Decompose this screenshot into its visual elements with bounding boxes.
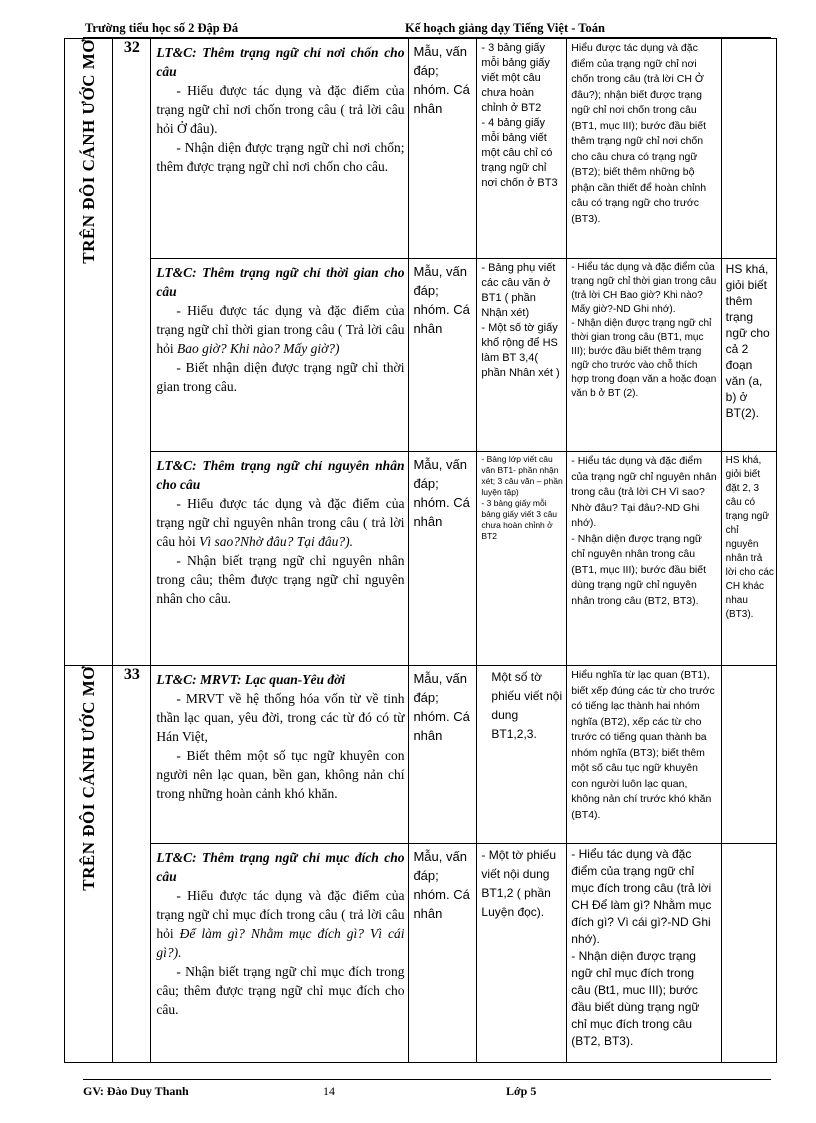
equipment-cell	[477, 39, 567, 259]
table-row	[65, 844, 777, 1063]
lesson-text: - Hiểu được tác dụng và đặc điểm của trạng ngữ chỉ nguyên nhân trong câu ( trả lời câu hỏi	[156, 496, 405, 549]
lesson-text: - MRVT về hệ thống hóa vốn từ về tinh thần lạc quan, yêu đời, trong các từ đó có từ Hán Việt,	[156, 691, 405, 744]
lesson-text: - Hiểu được tác dụng và đặc điểm của trạng ngữ chỉ thời gian trong câu ( Trả lời câu hỏi	[156, 303, 405, 356]
week-number: 33	[123, 666, 140, 683]
method-text: Mẫu, vấn đáp; nhóm. Cá nhân	[413, 457, 470, 529]
school-name: Trường tiểu học số 2 Đập Đá	[85, 21, 239, 35]
table-row	[65, 39, 777, 259]
teacher-name: GV: Đào Duy Thanh	[83, 1084, 189, 1098]
theme-cell	[65, 39, 113, 666]
lesson-text: - Biết nhận diện được trạng ngữ chỉ thời gian trong câu.	[156, 360, 405, 394]
week-number: 32	[123, 39, 140, 56]
objective-text: - Hiểu tác dụng và đặc điểm của trạng ngữ chỉ mục đích trong câu (trả lời CH Để làm gì? Nhằm mục đích gì? Vì cái gì?-ND Ghi nhớ). - Nhận diện được trạng ngữ chỉ mục đích trong câu (Bt1, muc III); bước đầu biết dùng trạng ngữ chỉ mục đích trong câu (BT2, BT3).	[571, 847, 712, 1048]
method-cell	[409, 666, 477, 844]
method-text: Mẫu, vấn đáp; nhóm. Cá nhân	[413, 849, 470, 921]
lesson-text: - Nhận biết trạng ngữ chỉ mục đích trong câu; thêm được trạng ngữ chỉ mục đích cho câu.	[156, 964, 405, 1017]
table-row	[65, 259, 777, 452]
method-cell	[409, 39, 477, 259]
lesson-text: - Hiểu được tác dụng và đặc điểm của trạng ngữ chỉ nơi chốn trong câu ( trả lời câu hỏi Ở đâu).	[156, 83, 405, 136]
equipment-cell	[477, 844, 567, 1063]
lesson-title: LT&C: MRVT: Lạc quan-Yêu đời	[156, 672, 346, 687]
lesson-title: LT&C: Thêm trạng ngữ chỉ nguyên nhân cho câu	[156, 458, 405, 492]
equipment-text: - Bảng phụ viết các câu văn ở BT1 ( phần Nhận xét) - Một số tờ giấy khổ rộng để HS làm BT 3,4( phần Nhân xét )	[481, 262, 560, 379]
note-cell	[721, 844, 776, 1063]
page-header	[83, 19, 771, 38]
equipment-cell	[477, 452, 567, 666]
plan-title: Kế hoạch giảng dạy Tiếng Việt - Toán	[405, 21, 605, 35]
table-row	[65, 666, 777, 844]
objective-text: Hiểu nghĩa từ lạc quan (BT1), biết xếp đúng các từ cho trước có tiếng lạc thành hai nhóm nghĩa (BT2), xếp các từ cho trước có tiếng quan thành ba nhóm nghĩa (BT3); biết thêm một số câu tục ngữ khuyên con người luôn lạc quan, không nản chí trước khó khăn (BT4).	[571, 669, 715, 821]
objective-cell	[567, 666, 721, 844]
lesson-text: - Biết thêm một số tục ngữ khuyên con người nên lạc quan, bền gan, không nản chí trong những hoàn cảnh khó khăn.	[156, 748, 405, 801]
note-cell	[721, 452, 776, 666]
objective-text: Hiểu được tác dụng và đặc điểm của trạng ngữ chỉ nơi chốn trong câu (trả lời CH Ở đâu?); nhận biết được trạng ngữ chỉ nơi chốn trong câu (BT1, mục III); bước đầu biết thêm trạng ngữ chỉ nơi chốn cho câu chưa có trạng ngữ (BT2); biết thêm những bộ phận cần thiết để hoàn chỉnh câu có trạng ngữ cho trước (BT3).	[571, 42, 707, 225]
equipment-text: - Một tờ phiếu viết nội dung BT1,2 ( phần Luyện đọc).	[481, 848, 556, 919]
note-cell	[721, 259, 776, 452]
objective-text: - Hiểu tác dụng và đặc điểm của trạng ngữ chỉ thời gian trong câu (trả lời CH Bao giờ? Khi nào? Mấy giờ?-ND Ghi nhớ). - Nhận diện được trạng ngữ chỉ thời gian trong câu (BT1, mục III); bước đầu biết thêm trạng ngữ cho trước vào chỗ thích hợp trong đoạn văn a hoặc đoạn văn b ở BT (2).	[571, 262, 717, 399]
note-text	[722, 844, 776, 846]
equipment-cell	[477, 259, 567, 452]
lesson-title: LT&C: Thêm trạng ngữ chỉ mục đích cho câu	[156, 850, 405, 884]
note-text	[722, 666, 776, 668]
page-footer	[83, 1079, 771, 1102]
lesson-question: Để làm gì? Nhằm mục đích gì? Vì cái gì?).	[156, 926, 405, 960]
lesson-plan-table	[64, 38, 777, 1063]
lesson-text: - Nhận biết trạng ngữ chỉ nguyên nhân trong câu; thêm được trạng ngữ chỉ nguyên nhân cho câu.	[156, 553, 405, 606]
theme-cell	[65, 666, 113, 1063]
equipment-cell	[477, 666, 567, 844]
table-row	[65, 452, 777, 666]
lesson-title: LT&C: Thêm trạng ngữ chỉ thời gian cho câu	[156, 265, 405, 299]
method-text: Mẫu, vấn đáp; nhóm. Cá nhân	[413, 44, 470, 116]
equipment-text: Một số tờ phiếu viết nội dung BT1,2,3.	[491, 670, 563, 741]
lesson-question: Vì sao?Nhờ đâu? Tại đâu?).	[199, 534, 353, 549]
note-cell	[721, 666, 776, 844]
objective-cell	[567, 259, 721, 452]
objective-cell	[567, 39, 721, 259]
equipment-text: - 3 bảng giấy mỗi bảng giấy viết một câu chưa hoàn chỉnh ở BT2 - 4 bảng giấy mỗi bảng viết một câu chỉ có trạng ngữ chỉ nơi chốn ở BT3	[481, 42, 558, 189]
lesson-text: - Hiểu được tác dụng và đặc điểm của trạng ngữ chỉ mục đích trong câu ( trả lời câu hỏi	[156, 888, 405, 941]
equipment-text: - Bảng lớp viết câu văn BT1- phần nhận xét; 3 câu văn – phần luyện tập) - 3 bảng giấy mỗi bảng giấy viết 3 câu chưa hoàn chỉnh ở BT2	[481, 454, 563, 541]
lesson-cell	[151, 452, 409, 666]
lesson-title: LT&C: Thêm trạng ngữ chỉ nơi chốn cho câu	[156, 45, 405, 79]
lesson-text: - Nhận diện được trạng ngữ chỉ nơi chốn; thêm được trạng ngữ chỉ nơi chốn cho câu.	[156, 140, 405, 174]
objective-cell	[567, 844, 721, 1063]
method-text: Mẫu, vấn đáp; nhóm. Cá nhân	[413, 671, 470, 743]
page-number: 14	[323, 1084, 335, 1098]
note-text: HS khá, giỏi biết đặt 2, 3 câu có trạng ngữ chỉ nguyên nhân trả lời cho các CH khác nhau (BT3).	[725, 455, 774, 620]
lesson-cell	[151, 259, 409, 452]
method-cell	[409, 259, 477, 452]
method-cell	[409, 844, 477, 1063]
lesson-question: Bao giờ? Khi nào? Mấy giờ?)	[177, 341, 340, 356]
week-cell	[113, 666, 151, 1063]
note-text: HS khá, giỏi biết thêm trạng ngữ cho cả 2 đoạn văn (a, b) ở BT(2).	[725, 262, 770, 420]
week-cell	[113, 39, 151, 666]
note-text	[722, 39, 776, 41]
lesson-cell	[151, 39, 409, 259]
note-cell	[721, 39, 776, 259]
method-cell	[409, 452, 477, 666]
objective-cell	[567, 452, 721, 666]
grade-label: Lớp 5	[506, 1084, 537, 1098]
method-text: Mẫu, vấn đáp; nhóm. Cá nhân	[413, 264, 470, 336]
theme-label: TRÊN ĐÔI CÁNH ƯỚC MƠ	[78, 666, 98, 891]
theme-label: TRÊN ĐÔI CÁNH ƯỚC MƠ	[78, 39, 98, 264]
lesson-cell	[151, 666, 409, 844]
objective-text: - Hiểu tác dụng và đặc điểm của trạng ngữ chỉ nguyên nhân trong câu (trả lời CH Vì sao? Nhờ đâu? Tại đâu?-ND Ghi nhớ). - Nhận diện được trạng ngữ chỉ nguyên nhân trong câu (BT1, mục III); bước đầu biết dùng trạng ngữ chỉ nguyên nhân trong câu (BT2, BT3).	[571, 455, 717, 607]
lesson-cell	[151, 844, 409, 1063]
